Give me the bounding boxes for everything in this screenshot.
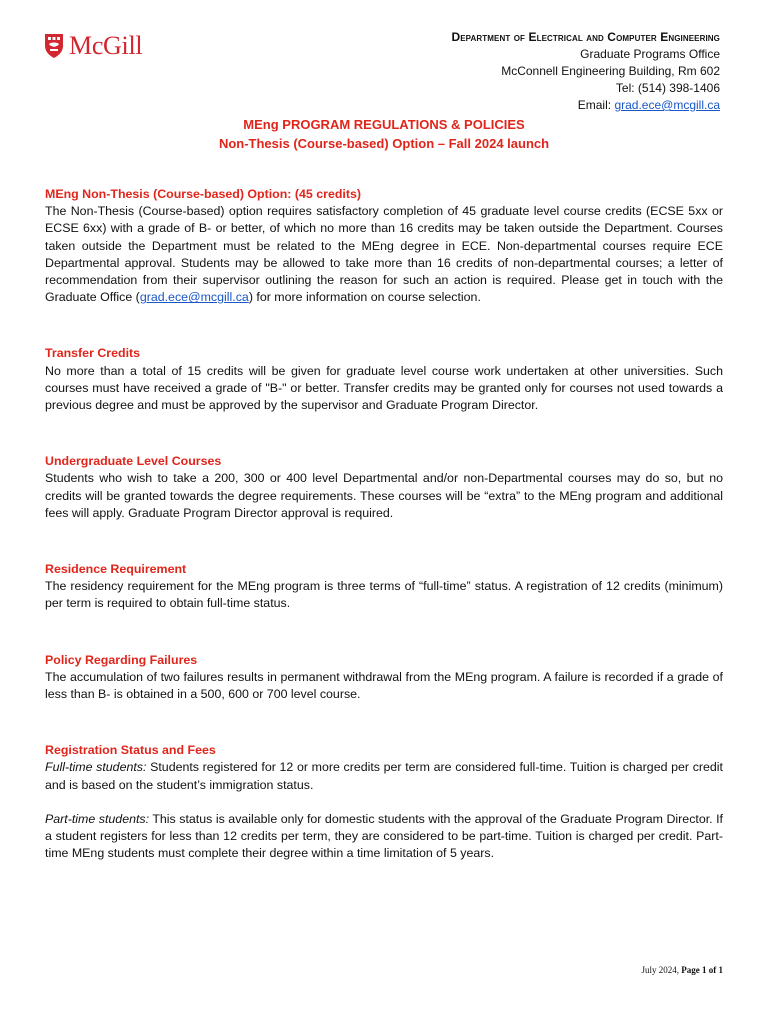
body-text: ) for more information on course selection. (248, 290, 481, 305)
full-time-paragraph (45, 759, 723, 793)
section-heading: Policy Regarding Failures (45, 652, 198, 667)
full-time-text: Students registered for 12 or more credits per term are considered full-time. Tuition is charged per credit and is based on the student’s immigration status. (45, 760, 723, 792)
title-line-1: MEng PROGRAM REGULATIONS & POLICIES (243, 117, 525, 132)
section-body: The residency requirement for the MEng program is three terms of “full-time” status. A registration of 12 credits (minimum) per term is required to obtain full-time status. (45, 579, 723, 611)
section-body: No more than a total of 15 credits will be given for graduate level course work undertaken at other universities. Such courses must have received a grade of "B-" or better. Transfer credits may be granted only for courses not used towards a previous degree and must be approved by the supervisor and Graduate Program Director. (45, 363, 723, 413)
email-link[interactable]: grad.ece@mcgill.ca (614, 98, 720, 112)
section-body: The accumulation of two failures results in permanent withdrawal from the MEng program. A failure is recorded if a grade of less than B- is obtained in a 500, 600 or 700 level course. (45, 669, 723, 702)
telephone: Tel: (514) 398-1406 (615, 81, 720, 95)
section-course-based-option (45, 186, 723, 306)
section-heading: Registration Status and Fees (45, 743, 216, 758)
part-time-text: This status is available only for domestic students with the approval of the Graduate Program Director. If a student registers for less than 12 credits per term, they are considered to be part-time. Tuition is charged per credit. Part-time MEng students must complete their degree within a time limitation of 5 years. (45, 811, 723, 861)
full-time-label: Full-time students: (45, 760, 147, 775)
section-residence-requirement (45, 561, 723, 613)
title-line-2: Non-Thesis (Course-based) Option – Fall 2024 launch (218, 136, 550, 151)
section-heading: Residence Requirement (45, 562, 187, 577)
page-footer (641, 965, 723, 975)
email-label: Email: (577, 98, 615, 112)
mcgill-shield-icon (44, 33, 64, 59)
footer-date: July 2024, (641, 965, 682, 975)
part-time-paragraph (45, 811, 723, 863)
section-heading: Transfer Credits (45, 346, 141, 361)
department-contact-block (451, 29, 720, 114)
mcgill-logo (44, 33, 142, 59)
body-text: The Non-Thesis (Course-based) option requires satisfactory completion of 45 graduate level course credits (ECSE 5xx or ECSE 6xx) with a grade of B- or better, of which no more than 16 credits may be taken outside the Department. Courses taken outside the Department must be related to the MEng degree in ECE. Non-departmental courses require ECE Departmental approval. Students may be allowed to take more than 16 credits of non-departmental courses; a letter of recommendation from their supervisor outlining the reason for such an action is required. Please get in touch with the Graduate Office ( (45, 204, 723, 305)
page-number: Page 1 of 1 (681, 965, 723, 975)
section-transfer-credits (45, 345, 723, 414)
section-body: Students who wish to take a 200, 300 or 400 level Departmental and/or non-Departmental courses may do so, but no credits will be granted towards the degree requirements. These courses will be “extra” to the MEng program and additional fees will apply. Graduate Program Director approval is required. (45, 471, 723, 520)
office-name: Graduate Programs Office (580, 47, 720, 61)
building-address: McConnell Engineering Building, Rm 602 (501, 64, 720, 78)
section-policy-failures (45, 652, 723, 704)
grad-office-email-link[interactable]: grad.ece@mcgill.ca (139, 290, 249, 305)
email-line (451, 97, 720, 114)
logo-text: McGill (69, 31, 143, 60)
section-heading: MEng Non-Thesis (Course-based) Option: (45 credits) (45, 187, 361, 201)
section-registration-fees (45, 742, 723, 862)
section-body (45, 203, 723, 306)
section-undergraduate-courses (45, 453, 723, 522)
document-title (0, 115, 768, 153)
section-heading: Undergraduate Level Courses (45, 454, 222, 469)
department-name: Department of Electrical and Computer Engineering (451, 30, 720, 44)
document-body (45, 186, 723, 862)
part-time-label: Part-time students: (45, 811, 150, 826)
